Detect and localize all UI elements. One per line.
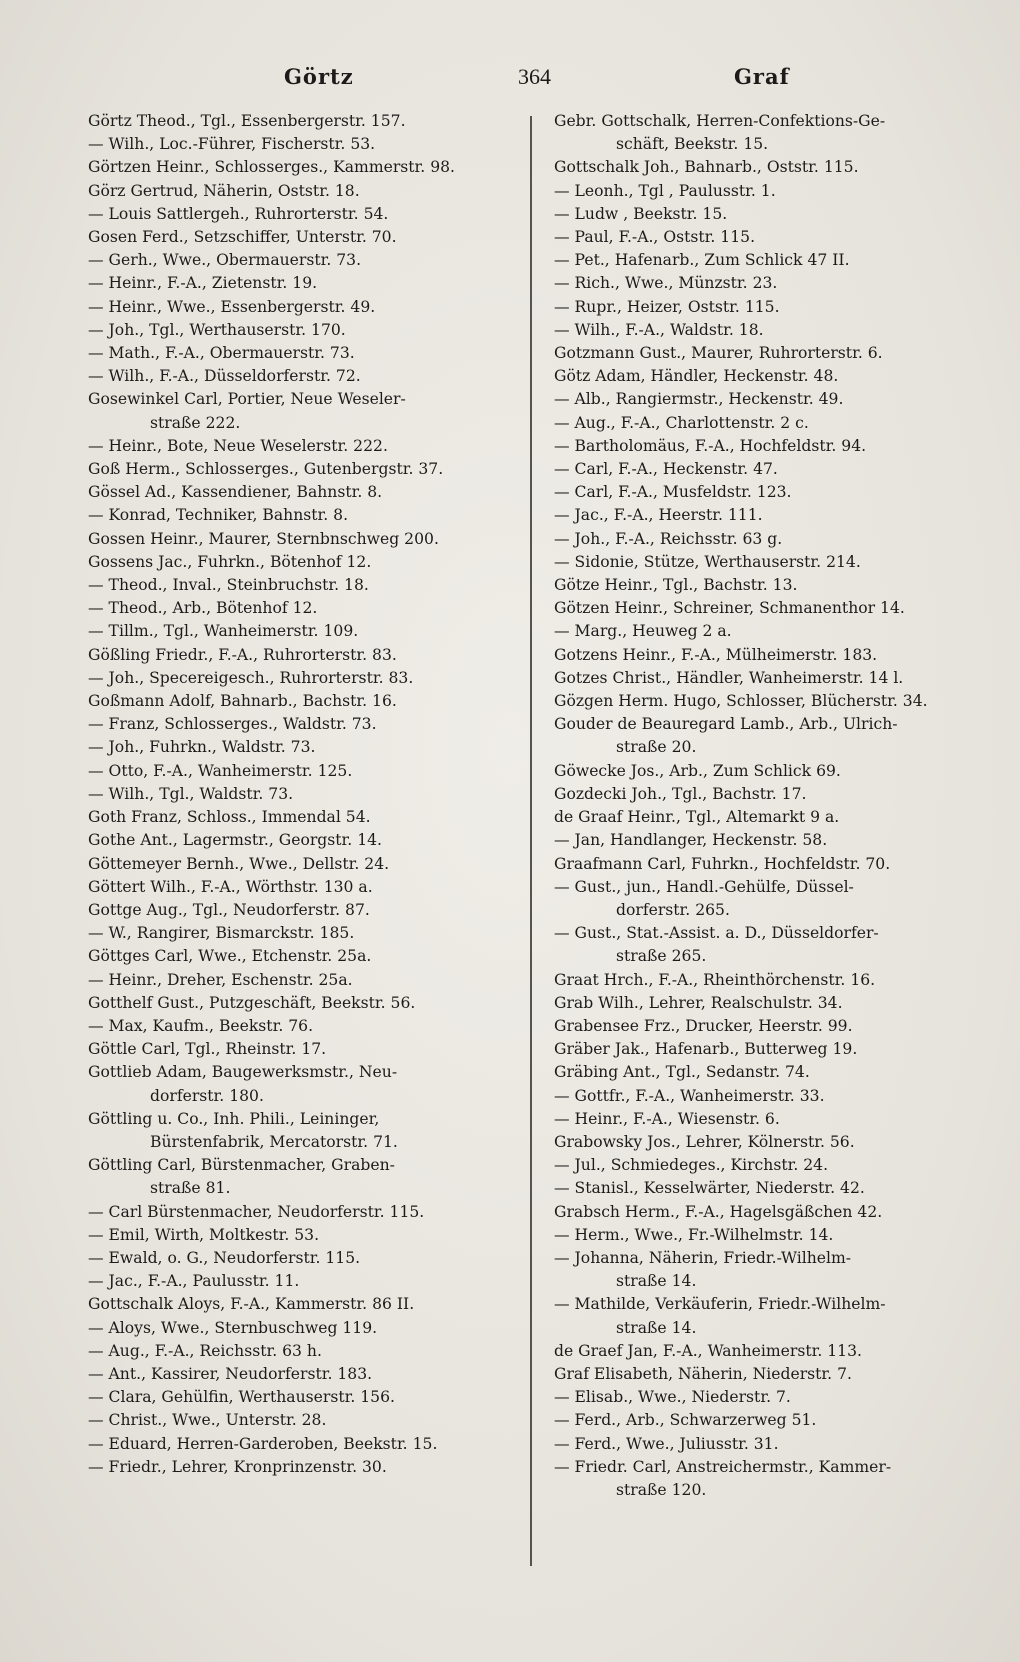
directory-entry: Goß Herm., Schlosserges., Gutenbergstr. 37. (88, 460, 444, 479)
directory-entry: — Theod., Arb., Bötenhof 12. (88, 599, 318, 618)
directory-entry: — Mathilde, Verkäuferin, Friedr.-Wilhelm- (554, 1295, 886, 1314)
directory-entry: — Sidonie, Stütze, Werthauserstr. 214. (554, 552, 861, 571)
directory-entry: Gosen Ferd., Setzschiffer, Unterstr. 70. (88, 228, 397, 247)
directory-entry: Gozdecki Joh., Tgl., Bachstr. 17. (554, 784, 807, 803)
directory-entry: — Rich., Wwe., Münzstr. 23. (554, 274, 778, 293)
directory-entry: — Ewald, o. G., Neudorferstr. 115. (88, 1248, 361, 1267)
directory-entry: Gräbing Ant., Tgl., Sedanstr. 74. (554, 1063, 810, 1082)
directory-entry: Gräber Jak., Hafenarb., Butterweg 19. (554, 1040, 858, 1059)
directory-entry: — Aug., F.-A., Charlottenstr. 2 c. (554, 413, 809, 432)
directory-entry: Grabsch Herm., F.-A., Hagelsgäßchen 42. (554, 1202, 883, 1221)
directory-entry: — Carl Bürstenmacher, Neudorferstr. 115. (88, 1202, 425, 1221)
directory-entry: — Wilh., Tgl., Waldstr. 73. (88, 784, 294, 803)
directory-entry: Grab Wilh., Lehrer, Realschulstr. 34. (554, 993, 843, 1012)
directory-entry: Graafmann Carl, Fuhrkn., Hochfeldstr. 70. (554, 854, 891, 873)
directory-entry: — Heinr., Dreher, Eschenstr. 25a. (88, 970, 353, 989)
directory-entry: Graat Hrch., F.-A., Rheinthörchenstr. 16. (554, 970, 876, 989)
directory-entry-continuation: straße 81. (150, 1179, 231, 1198)
directory-entry: — Louis Sattlergeh., Ruhrorterstr. 54. (88, 204, 389, 223)
directory-entry: Gouder de Beauregard Lamb., Arb., Ulrich- (554, 715, 898, 734)
directory-entry: Götze Heinr., Tgl., Bachstr. 13. (554, 576, 798, 595)
directory-entry: Gössel Ad., Kassendiener, Bahnstr. 8. (88, 483, 383, 502)
directory-entry: — Joh., Tgl., Werthauserstr. 170. (88, 320, 346, 339)
directory-entry: — Joh., F.-A., Reichsstr. 63 g. (554, 529, 783, 548)
directory-entry: — Carl, F.-A., Heckenstr. 47. (554, 460, 778, 479)
directory-entry: — Ferd., Wwe., Juliusstr. 31. (554, 1434, 779, 1453)
directory-entry: Goßmann Adolf, Bahnarb., Bachstr. 16. (88, 692, 397, 711)
directory-entry: Gotzens Heinr., F.-A., Mülheimerstr. 183. (554, 645, 878, 664)
directory-entry: Gosewinkel Carl, Portier, Neue Weseler- (88, 390, 406, 409)
directory-entry: — Bartholomäus, F.-A., Hochfeldstr. 94. (554, 436, 867, 455)
directory-entry: — Marg., Heuweg 2 a. (554, 622, 732, 641)
directory-entry: — Friedr., Lehrer, Kronprinzenstr. 30. (88, 1457, 387, 1476)
directory-entry: Göttert Wilh., F.-A., Wörthstr. 130 a. (88, 877, 373, 896)
directory-entry: — Emil, Wirth, Moltkestr. 53. (88, 1225, 320, 1244)
directory-entry: Görtz Theod., Tgl., Essenbergerstr. 157. (88, 112, 406, 130)
directory-entry: Graf Elisabeth, Näherin, Niederstr. 7. (554, 1364, 852, 1383)
directory-entry: Göwecke Jos., Arb., Zum Schlick 69. (554, 761, 841, 780)
directory-entry-continuation: straße 222. (150, 413, 241, 432)
directory-entry: — Heinr., Wwe., Essenbergerstr. 49. (88, 297, 376, 316)
directory-entry: — Jul., Schmiedeges., Kirchstr. 24. (554, 1156, 829, 1175)
directory-entry: — Friedr. Carl, Anstreichermstr., Kammer- (554, 1457, 892, 1476)
directory-entry: — Wilh., F.-A., Düsseldorferstr. 72. (88, 367, 361, 386)
directory-entry: — Eduard, Herren-Garderoben, Beekstr. 15. (88, 1434, 438, 1453)
directory-entry: Goth Franz, Schloss., Immendal 54. (88, 808, 371, 827)
directory-entry: Göttle Carl, Tgl., Rheinstr. 17. (88, 1040, 327, 1059)
directory-entry: — Alb., Rangiermstr., Heckenstr. 49. (554, 390, 844, 409)
directory-entry: — Franz, Schlosserges., Waldstr. 73. (88, 715, 377, 734)
directory-entry: — Gottfr., F.-A., Wanheimerstr. 33. (554, 1086, 825, 1105)
directory-entry: — Theod., Inval., Steinbruchstr. 18. (88, 576, 369, 595)
directory-entry: — Jan, Handlanger, Heckenstr. 58. (554, 831, 828, 850)
directory-entry: — Ferd., Arb., Schwarzerweg 51. (554, 1411, 817, 1430)
directory-entry-continuation: schäft, Beekstr. 15. (616, 135, 769, 154)
directory-entry: Göttges Carl, Wwe., Etchenstr. 25a. (88, 947, 372, 966)
directory-entry: Götzen Heinr., Schreiner, Schmanenthor 14. (554, 599, 905, 618)
directory-entry: Götz Adam, Händler, Heckenstr. 48. (554, 367, 839, 386)
directory-entry: — Tillm., Tgl., Wanheimerstr. 109. (88, 622, 359, 641)
directory-entry: — Math., F.-A., Obermauerstr. 73. (88, 344, 355, 363)
directory-entry: Grabowsky Jos., Lehrer, Kölnerstr. 56. (554, 1132, 855, 1151)
header-right-catchword: Graf (734, 64, 790, 89)
directory-entry: — Gust., Stat.-Assist. a. D., Düsseldorfer- (554, 924, 879, 943)
directory-entry: Göttling u. Co., Inh. Phili., Leininger, (88, 1109, 380, 1128)
directory-entry: Grabensee Frz., Drucker, Heerstr. 99. (554, 1016, 853, 1035)
directory-entry: — Konrad, Techniker, Bahnstr. 8. (88, 506, 349, 525)
directory-entry-continuation: dorferstr. 265. (616, 900, 730, 919)
directory-entry: Gotthelf Gust., Putzgeschäft, Beekstr. 56. (88, 993, 416, 1012)
header-left-catchword: Görtz (284, 64, 354, 89)
directory-entry: — Heinr., F.-A., Zietenstr. 19. (88, 274, 318, 293)
directory-entry: — W., Rangirer, Bismarckstr. 185. (88, 924, 355, 943)
directory-entry: — Gust., jun., Handl.-Gehülfe, Düssel- (554, 877, 854, 896)
directory-entry: — Aloys, Wwe., Sternbuschweg 119. (88, 1318, 378, 1337)
directory-entry-continuation: straße 20. (616, 738, 697, 757)
directory-entry: — Christ., Wwe., Unterstr. 28. (88, 1411, 327, 1430)
directory-entry: — Leonh., Tgl , Paulusstr. 1. (554, 181, 776, 200)
directory-entry: — Joh., Fuhrkn., Waldstr. 73. (88, 738, 316, 757)
directory-entry: — Joh., Specereigesch., Ruhrorterstr. 83. (88, 668, 414, 687)
directory-entry-continuation: Bürstenfabrik, Mercatorstr. 71. (150, 1132, 398, 1151)
directory-entry: — Otto, F.-A., Wanheimerstr. 125. (88, 761, 353, 780)
directory-entry: Göttling Carl, Bürstenmacher, Graben- (88, 1156, 395, 1175)
directory-entry: — Paul, F.-A., Oststr. 115. (554, 228, 756, 247)
right-column (554, 110, 980, 1502)
directory-entry: Gözgen Herm. Hugo, Schlosser, Blücherstr. 34. (554, 692, 928, 711)
directory-entry: — Aug., F.-A., Reichsstr. 63 h. (88, 1341, 322, 1360)
directory-entry: Gottschalk Joh., Bahnarb., Oststr. 115. (554, 158, 859, 177)
directory-entry-continuation: straße 14. (616, 1272, 697, 1291)
directory-entry: Görz Gertrud, Näherin, Oststr. 18. (88, 181, 360, 200)
directory-entry: Gottge Aug., Tgl., Neudorferstr. 87. (88, 900, 370, 919)
directory-entry: Gossens Jac., Fuhrkn., Bötenhof 12. (88, 552, 372, 571)
directory-entry: — Herm., Wwe., Fr.-Wilhelmstr. 14. (554, 1225, 834, 1244)
directory-entry: — Heinr., Bote, Neue Weselerstr. 222. (88, 436, 388, 455)
directory-entry: — Elisab., Wwe., Niederstr. 7. (554, 1388, 791, 1407)
directory-entry: Gothe Ant., Lagermstr., Georgstr. 14. (88, 831, 382, 850)
running-head (88, 64, 962, 98)
directory-entry-continuation: dorferstr. 180. (150, 1086, 264, 1105)
directory-entry-continuation: straße 265. (616, 947, 707, 966)
directory-entry: — Rupr., Heizer, Oststr. 115. (554, 297, 780, 316)
directory-entry: — Gerh., Wwe., Obermauerstr. 73. (88, 251, 362, 270)
directory-entry: — Ludw , Beekstr. 15. (554, 204, 728, 223)
directory-entry: — Pet., Hafenarb., Zum Schlick 47 II. (554, 251, 850, 270)
directory-entry: — Stanisl., Kesselwärter, Niederstr. 42. (554, 1179, 865, 1198)
directory-entry: — Carl, F.-A., Musfeldstr. 123. (554, 483, 792, 502)
directory-entry: Gotzes Christ., Händler, Wanheimerstr. 14 l. (554, 668, 904, 687)
directory-entry: Gossen Heinr., Maurer, Sternbnschweg 200. (88, 529, 439, 548)
directory-entry: — Johanna, Näherin, Friedr.-Wilhelm- (554, 1248, 852, 1267)
directory-entry: de Graef Jan, F.-A., Wanheimerstr. 113. (554, 1341, 862, 1360)
directory-entry-continuation: straße 120. (616, 1480, 707, 1499)
directory-entry: — Ant., Kassirer, Neudorferstr. 183. (88, 1364, 373, 1383)
directory-entry-continuation: straße 14. (616, 1318, 697, 1337)
directory-entry: Göttemeyer Bernh., Wwe., Dellstr. 24. (88, 854, 390, 873)
directory-entry: — Heinr., F.-A., Wiesenstr. 6. (554, 1109, 780, 1128)
column-divider (530, 116, 532, 1566)
left-column (88, 110, 524, 1479)
directory-entry: de Graaf Heinr., Tgl., Altemarkt 9 a. (554, 808, 840, 827)
directory-entry: Görtzen Heinr., Schlosserges., Kammerstr. 98. (88, 158, 456, 177)
directory-entry: Gößling Friedr., F.-A., Ruhrorterstr. 83. (88, 645, 397, 664)
directory-entry: Gotzmann Gust., Maurer, Ruhrorterstr. 6. (554, 344, 883, 363)
page-number: 364 (518, 64, 551, 89)
directory-entry: — Clara, Gehülfin, Werthauserstr. 156. (88, 1388, 395, 1407)
directory-entry: — Wilh., Loc.-Führer, Fischerstr. 53. (88, 135, 376, 154)
directory-entry: — Jac., F.-A., Paulusstr. 11. (88, 1272, 300, 1291)
directory-entry: Gottschalk Aloys, F.-A., Kammerstr. 86 II. (88, 1295, 415, 1314)
directory-entry: Gottlieb Adam, Baugewerksmstr., Neu- (88, 1063, 398, 1082)
directory-entry: — Wilh., F.-A., Waldstr. 18. (554, 320, 764, 339)
directory-entry: Gebr. Gottschalk, Herren-Confektions-Ge- (554, 112, 886, 130)
directory-entry: — Jac., F.-A., Heerstr. 111. (554, 506, 763, 525)
directory-entry: — Max, Kaufm., Beekstr. 76. (88, 1016, 314, 1035)
